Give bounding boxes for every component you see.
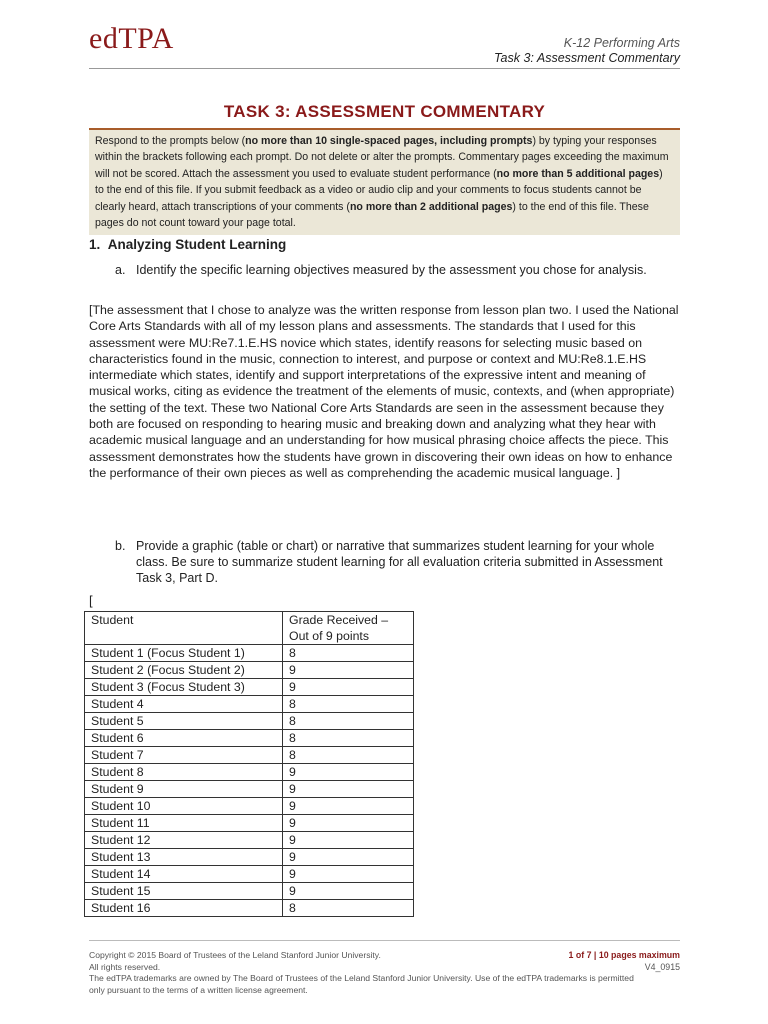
- student-name-cell: Student 1 (Focus Student 1): [85, 645, 283, 662]
- instructions-text-3: ) to the end of this file. If you submit feedback as a video or audio clip and your comments to focus students cannot be clearly heard, attach transcriptions of your comments (: [95, 167, 663, 213]
- prompt-b-label: b.: [115, 539, 126, 553]
- instructions-bold-3: no more than 2 additional pages: [349, 200, 513, 213]
- grade-cell: 9: [283, 815, 414, 832]
- header-subject: K-12 Performing Arts: [563, 36, 680, 50]
- grade-cell: 9: [283, 662, 414, 679]
- footer-rule: [89, 940, 680, 941]
- table-row: [85, 798, 414, 815]
- table-row: [85, 849, 414, 866]
- table-row: [85, 747, 414, 764]
- table-row: [85, 662, 414, 679]
- student-name-cell: Student 2 (Focus Student 2): [85, 662, 283, 679]
- header-task: Task 3: Assessment Commentary: [494, 51, 680, 65]
- page-title: TASK 3: ASSESSMENT COMMENTARY: [223, 102, 546, 121]
- student-name-cell: Student 6: [85, 730, 283, 747]
- footer-page-block: [569, 950, 681, 973]
- table-row: [85, 645, 414, 662]
- table-row: [85, 866, 414, 883]
- grade-cell: 9: [283, 832, 414, 849]
- header-info: [494, 36, 680, 66]
- prompt-a-text: Identify the specific learning objectives measured by the assessment you chose for analysis.: [136, 263, 647, 277]
- answer-b-bracket: [: [89, 593, 93, 608]
- table-row: [85, 781, 414, 798]
- table-header-row: [85, 612, 414, 645]
- table-row: [85, 679, 414, 696]
- footer-trademark: The edTPA trademarks are owned by The Board of Trustees of the Leland Stanford Junior University. Use of the edTPA trademarks is permitted only pursuant to the terms of a written license agreement.: [89, 973, 634, 995]
- student-name-cell: Student 10: [85, 798, 283, 815]
- student-name-cell: Student 5: [85, 713, 283, 730]
- table-row: [85, 883, 414, 900]
- grades-table: [84, 611, 414, 917]
- grade-cell: 8: [283, 696, 414, 713]
- instructions-box: [89, 128, 680, 235]
- grade-cell: 8: [283, 645, 414, 662]
- table-row: [85, 764, 414, 781]
- header-rule: [89, 68, 680, 69]
- grade-cell: 9: [283, 849, 414, 866]
- table-row: [85, 730, 414, 747]
- grade-cell: 9: [283, 781, 414, 798]
- grade-cell: 9: [283, 866, 414, 883]
- grade-cell: 9: [283, 798, 414, 815]
- student-name-cell: Student 13: [85, 849, 283, 866]
- footer-page-info: 1 of 7 | 10 pages maximum: [568, 950, 680, 960]
- prompt-a-label: a.: [115, 263, 126, 277]
- table-header-student: Student: [85, 612, 283, 645]
- instructions-text-4: ) to the end of this file. These pages do not count toward your page total.: [95, 200, 649, 230]
- prompt-a: [115, 262, 680, 278]
- student-name-cell: Student 3 (Focus Student 3): [85, 679, 283, 696]
- student-name-cell: Student 7: [85, 747, 283, 764]
- answer-a[interactable]: [The assessment that I chose to analyze was the written response from lesson plan two. I used the National Core Arts Standards with all of my lesson plans and assessments. The standards that I used for this assessment were MU:Re7.1.E.HS novice which states, identify reasons for selecting music based on characteristics found in the music, connection to interest, and purpose or context and MU:Re8.1.E.HS intermediate which states, identify and support interpretations of the expressive intent and meaning of musical works, citing as evidence the treatment of the elements of music, contexts, and (when appropriate) the setting of the text. These two National Core Arts Standards are seen in the assessment because they both are focused on responding to hearing music and breaking down and analyzing what they hear with academic musical language and an understanding for how musical phrasing choice affects the piece. This assessment demonstrates how the students have grown in discovering their own ideas on how to enhance the performance of their own pieces as well as comprehending the academic musical language. ]: [89, 303, 679, 480]
- student-name-cell: Student 15: [85, 883, 283, 900]
- student-name-cell: Student 9: [85, 781, 283, 798]
- student-name-cell: Student 16: [85, 900, 283, 917]
- table-header-grade: Grade Received – Out of 9 points: [283, 612, 414, 645]
- section-heading: 1. Analyzing Student Learning: [89, 237, 287, 252]
- grade-cell: 8: [283, 713, 414, 730]
- footer-rights: All rights reserved.: [89, 961, 161, 972]
- table-row: [85, 696, 414, 713]
- grade-cell: 8: [283, 900, 414, 917]
- student-name-cell: Student 14: [85, 866, 283, 883]
- grade-cell: 9: [283, 679, 414, 696]
- instructions-text-2: ) by typing your responses within the brackets following each prompt. Do not delete or alter the prompts. Commentary pages exceeding the maximum will not be scored. Attach the assessment you used to evaluate student performance (: [95, 135, 669, 180]
- grade-cell: 8: [283, 747, 414, 764]
- grade-cell: 9: [283, 883, 414, 900]
- student-name-cell: Student 8: [85, 764, 283, 781]
- footer-copyright-block: [89, 950, 649, 996]
- table-row: [85, 713, 414, 730]
- student-name-cell: Student 12: [85, 832, 283, 849]
- prompt-b-text: Provide a graphic (table or chart) or narrative that summarizes student learning for your whole class. Be sure to summarize student learning for all evaluation criteria submitted in Assessment Task 3, Part D.: [136, 539, 663, 585]
- footer-version: V4_0915: [644, 961, 680, 972]
- footer-copyright: Copyright © 2015 Board of Trustees of the Leland Stanford Junior University.: [89, 950, 381, 960]
- instructions-text-1: Respond to the prompts below (: [95, 135, 246, 147]
- grade-cell: 8: [283, 730, 414, 747]
- grade-cell: 9: [283, 764, 414, 781]
- table-row: [85, 832, 414, 849]
- table-row: [85, 815, 414, 832]
- edtpa-logo: edTPA: [89, 22, 174, 55]
- student-name-cell: Student 11: [85, 815, 283, 832]
- student-name-cell: Student 4: [85, 696, 283, 713]
- instructions-bold-2: no more than 5 additional pages: [496, 167, 660, 180]
- prompt-b: [115, 538, 680, 586]
- table-row: [85, 900, 414, 917]
- instructions-bold-1: no more than 10 single-spaced pages, including prompts: [245, 135, 533, 147]
